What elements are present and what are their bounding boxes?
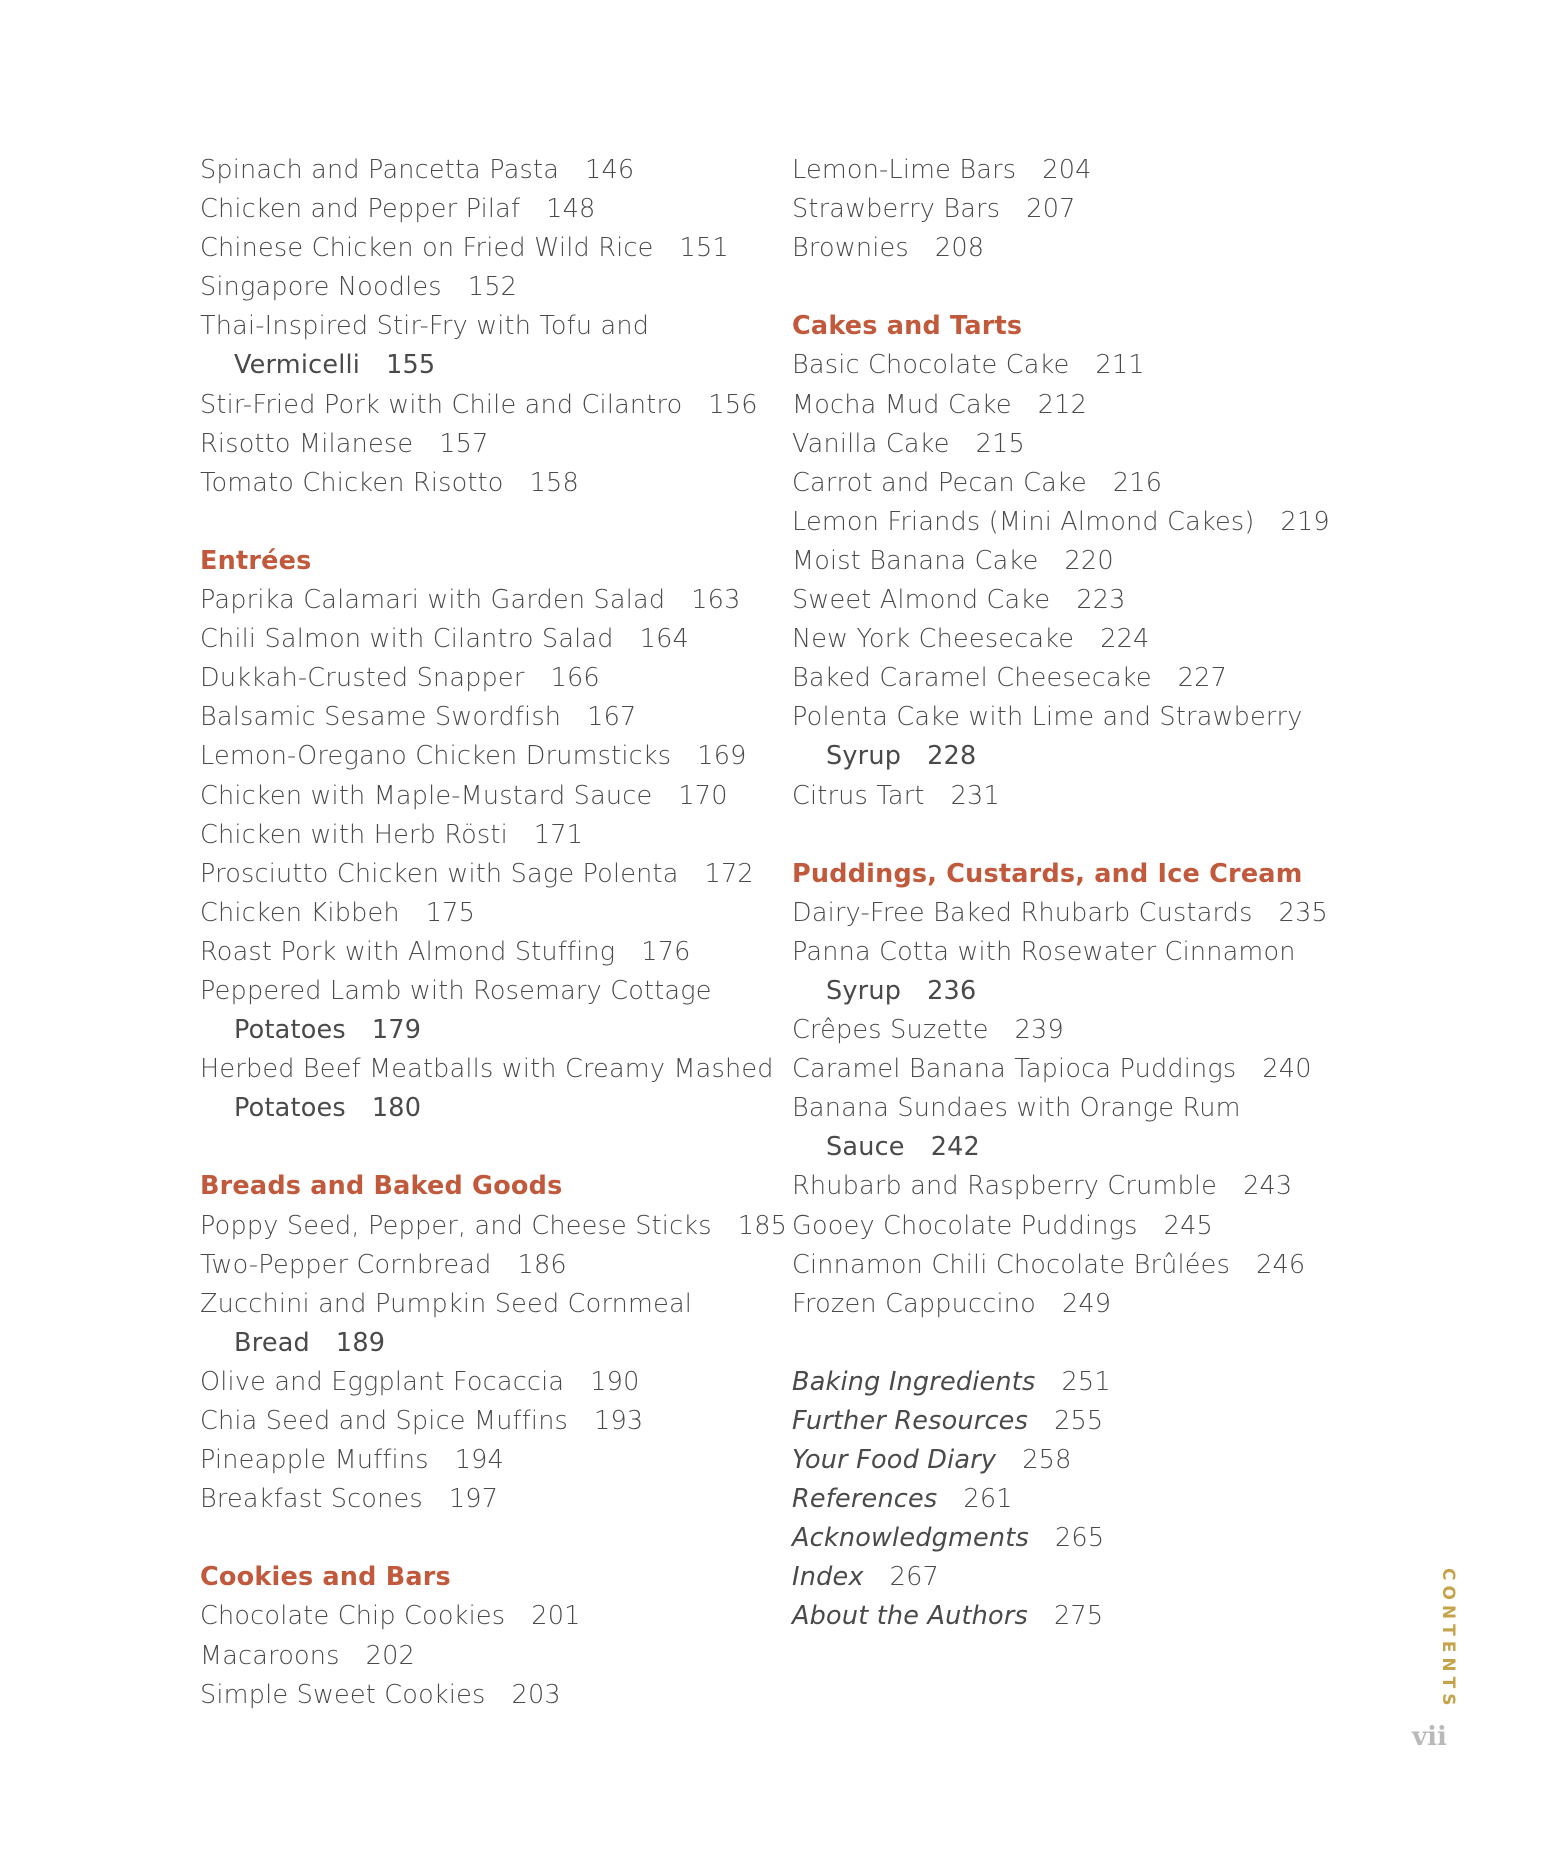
toc-entry-page: 203 (511, 1679, 561, 1710)
toc-entry-title: Frozen Cappuccino (792, 1288, 1036, 1319)
toc-entry-page: 223 (1076, 585, 1126, 616)
toc-entry[interactable] (792, 386, 1392, 425)
toc-entry-title: Paprika Calamari with Garden Salad (200, 585, 666, 616)
toc-entry-page: 167 (587, 702, 637, 733)
section-heading-cookies: Cookies and Bars (200, 1562, 451, 1593)
toc-entry-title: Dairy-Free Baked Rhubarb Custards (792, 897, 1253, 928)
toc-entry-title: Simple Sweet Cookies (200, 1679, 486, 1710)
toc-entry-title: Poppy Seed, Pepper, and Cheese Sticks (200, 1210, 712, 1241)
toc-entry-title: Citrus Tart (792, 780, 925, 811)
toc-entry-page: 164 (639, 624, 689, 655)
toc-entry[interactable] (792, 1011, 1392, 1050)
toc-entry-title: Peppered Lamb with Rosemary Cottage (200, 975, 712, 1006)
toc-entry-title-cont: Vermicelli (234, 350, 361, 381)
section-heading-cakes: Cakes and Tarts (792, 311, 1023, 342)
toc-entry-title: Chicken with Herb Rösti (200, 819, 508, 850)
section-heading-entrees: Entrées (200, 545, 312, 576)
toc-entry-title-cont: Syrup (826, 741, 902, 772)
toc-entry[interactable] (792, 425, 1392, 464)
toc-entry-page: 216 (1112, 467, 1163, 498)
toc-entry[interactable] (792, 581, 1392, 620)
toc-entry-page: 242 (930, 1132, 980, 1163)
toc-entry-title: Chocolate Chip Cookies (200, 1601, 506, 1632)
toc-entry-title: Stir-Fried Pork with Chile and Cilantro (200, 389, 683, 420)
toc-entry[interactable] (200, 1441, 760, 1480)
toc-entry-page: 166 (550, 663, 600, 694)
toc-entry[interactable] (792, 1558, 1392, 1597)
toc-entry-page: 201 (531, 1601, 581, 1632)
toc-entry[interactable] (792, 1285, 1392, 1324)
toc-entry-title-cont: Sauce (826, 1132, 905, 1163)
toc-entry[interactable] (200, 1207, 788, 1246)
toc-group-cakes (792, 346, 1392, 815)
toc-entry-page: 193 (594, 1406, 644, 1436)
toc-entry-title: Sweet Almond Cake (792, 585, 1051, 616)
toc-entry[interactable] (792, 1480, 1392, 1519)
toc-entry-title-cont: Syrup (826, 975, 902, 1006)
toc-entry-page: 171 (533, 819, 584, 850)
toc-entry-page: 220 (1064, 545, 1114, 576)
toc-entry-title: Risotto Milanese (200, 428, 414, 459)
toc-entry-page: 275 (1054, 1601, 1104, 1632)
toc-entry[interactable] (792, 1402, 1392, 1441)
toc-entry-page: 189 (335, 1327, 386, 1358)
toc-entry-title: Singapore Noodles (200, 272, 442, 303)
toc-entry-title: Chicken and Pepper Pilaf (200, 194, 521, 225)
toc-entry-page: 186 (517, 1249, 567, 1280)
toc-entry-title: Chia Seed and Spice Muffins (200, 1406, 569, 1436)
toc-entry[interactable] (792, 620, 1392, 659)
toc-entry-page: 156 (708, 389, 758, 420)
toc-entry[interactable] (200, 1050, 774, 1089)
toc-group-backmatter (792, 1363, 1392, 1637)
toc-entry-page: 175 (425, 897, 475, 928)
toc-entry-title: Carrot and Pecan Cake (792, 467, 1087, 498)
toc-entry-continuation (792, 737, 1392, 776)
toc-entry-title: References (792, 1484, 938, 1515)
toc-entry[interactable] (200, 1246, 760, 1285)
toc-entry-page: 152 (467, 272, 518, 303)
toc-entry-page: 219 (1280, 506, 1330, 537)
toc-entry-title: Panna Cotta with Rosewater Cinnamon (792, 936, 1296, 967)
toc-entry-title: Chicken Kibbeh (200, 897, 400, 928)
toc-entry[interactable] (200, 1597, 760, 1636)
toc-entry-title: Further Resources (792, 1406, 1029, 1436)
toc-entry-page: 267 (889, 1562, 939, 1593)
toc-entry-page: 215 (975, 428, 1025, 459)
toc-entry-title: Zucchini and Pumpkin Seed Cornmeal (200, 1288, 693, 1319)
toc-entry-page: 258 (1022, 1445, 1072, 1476)
toc-entry-page: 227 (1177, 663, 1228, 694)
toc-entry-page: 245 (1163, 1210, 1213, 1241)
toc-entry-title: Index (792, 1562, 864, 1593)
toc-entry[interactable] (792, 1363, 1392, 1402)
toc-entry-page: 204 (1042, 155, 1092, 185)
toc-entry[interactable] (200, 855, 760, 894)
toc-entry-title: Vanilla Cake (792, 428, 950, 459)
toc-entry-page: 169 (697, 741, 747, 772)
toc-entry-title: Macaroons (200, 1640, 340, 1671)
toc-entry-page: 157 (439, 428, 489, 459)
toc-entry[interactable] (792, 1597, 1392, 1636)
toc-entry-page: 211 (1095, 350, 1145, 381)
toc-entry-page: 224 (1100, 624, 1150, 655)
toc-entry-page: 194 (454, 1445, 504, 1476)
toc-entry[interactable] (792, 229, 1392, 268)
toc-entry-page: 197 (448, 1484, 499, 1515)
toc-entry-page: 239 (1014, 1015, 1064, 1046)
toc-entry-continuation (792, 1128, 1392, 1167)
toc-entry[interactable] (792, 659, 1392, 698)
toc-entry-title: Moist Banana Cake (792, 545, 1039, 576)
toc-entry-page: 170 (678, 780, 728, 811)
toc-entry-title: Lemon-Lime Bars (792, 155, 1017, 185)
page-number: vii (1412, 1722, 1447, 1752)
toc-entry-title: Crêpes Suzette (792, 1015, 989, 1046)
toc-entry[interactable] (200, 620, 760, 659)
toc-entry[interactable] (200, 1676, 760, 1715)
toc-entry-page: 240 (1262, 1054, 1312, 1085)
toc-entry-title: Dukkah-Crusted Snapper (200, 663, 525, 694)
toc-entry-page: 231 (950, 780, 1000, 811)
toc-entry[interactable] (792, 464, 1392, 503)
toc-entry[interactable] (200, 581, 760, 620)
toc-entry[interactable] (792, 1167, 1392, 1206)
section-heading-breads: Breads and Baked Goods (200, 1171, 563, 1202)
toc-entry[interactable] (792, 1050, 1392, 1089)
toc-entry-title: Gooey Chocolate Puddings (792, 1210, 1138, 1241)
toc-entry-title: Lemon-Oregano Chicken Drumsticks (200, 741, 672, 772)
toc-entry[interactable] (792, 894, 1392, 933)
toc-entry-title: Chicken with Maple-Mustard Sauce (200, 780, 653, 811)
toc-entry-title: Rhubarb and Raspberry Crumble (792, 1171, 1218, 1202)
toc-entry-page: 179 (371, 1015, 422, 1046)
toc-entry-page: 243 (1243, 1171, 1293, 1202)
toc-entry[interactable] (200, 307, 760, 346)
toc-entry-title: Your Food Diary (792, 1445, 997, 1476)
toc-entry[interactable] (792, 503, 1392, 542)
toc-entry-continuation (200, 1324, 760, 1363)
toc-entry-title: Polenta Cake with Lime and Strawberry (792, 702, 1303, 733)
toc-entry-title: Baked Caramel Cheesecake (792, 663, 1152, 694)
toc-entry[interactable] (200, 1480, 760, 1519)
toc-group-puddings (792, 894, 1392, 1324)
toc-entry-title: Banana Sundaes with Orange Rum (792, 1093, 1241, 1124)
toc-entry-page: 158 (529, 467, 579, 498)
toc-entry-title: Thai-Inspired Stir-Fry with Tofu and (200, 311, 650, 342)
toc-entry-title: Herbed Beef Meatballs with Creamy Mashed (200, 1054, 774, 1085)
toc-entry-title: Brownies (792, 233, 909, 264)
toc-entry-title: Mocha Mud Cake (792, 389, 1012, 420)
toc-entry-page: 202 (365, 1640, 415, 1671)
toc-entry[interactable] (200, 1285, 760, 1324)
toc-entry-page: 236 (927, 975, 977, 1006)
toc-entry[interactable] (792, 346, 1392, 385)
toc-entry[interactable] (792, 190, 1392, 229)
toc-entry-title: Chili Salmon with Cilantro Salad (200, 624, 614, 655)
toc-entry-title-cont: Potatoes (234, 1015, 346, 1046)
toc-entry-title: Chinese Chicken on Fried Wild Rice (200, 233, 654, 264)
toc-entry-title: Acknowledgments (792, 1523, 1029, 1554)
toc-entry[interactable] (200, 425, 760, 464)
toc-entry-title: Basic Chocolate Cake (792, 350, 1070, 381)
toc-group-entrees (200, 581, 774, 1128)
toc-entry[interactable] (792, 542, 1392, 581)
toc-entry-page: 228 (927, 741, 977, 772)
toc-entry-page: 146 (585, 155, 635, 185)
toc-right-column (792, 151, 1392, 1637)
toc-entry-page: 155 (386, 350, 436, 381)
toc-entry-page: 246 (1256, 1249, 1306, 1280)
toc-entry-title: Caramel Banana Tapioca Puddings (792, 1054, 1237, 1085)
toc-entry-title-cont: Potatoes (234, 1093, 346, 1124)
toc-entry[interactable] (200, 777, 760, 816)
toc-group-breads (200, 1207, 788, 1520)
toc-entry[interactable] (200, 268, 760, 307)
toc-entry[interactable] (792, 1246, 1392, 1285)
toc-entry-page: 255 (1054, 1406, 1104, 1436)
toc-entry-page: 172 (704, 858, 754, 889)
toc-entry-title: Two-Pepper Cornbread (200, 1249, 492, 1280)
toc-entry-title: Strawberry Bars (792, 194, 1001, 225)
toc-entry[interactable] (792, 1441, 1392, 1480)
section-heading-puddings: Puddings, Custards, and Ice Cream (792, 858, 1303, 889)
toc-entry-continuation (200, 1011, 760, 1050)
toc-entry[interactable] (200, 1363, 760, 1402)
toc-entry-page: 163 (691, 585, 741, 616)
toc-entry-title: About the Authors (792, 1601, 1028, 1632)
toc-entry-title: Balsamic Sesame Swordfish (200, 702, 562, 733)
toc-entry-title: Olive and Eggplant Focaccia (200, 1366, 565, 1397)
toc-entry[interactable] (200, 1402, 760, 1441)
toc-entry-page: 151 (679, 233, 729, 264)
toc-entry-continuation (200, 346, 760, 385)
toc-entry[interactable] (200, 151, 760, 190)
toc-entry-title: New York Cheesecake (792, 624, 1075, 655)
toc-entry-title: Roast Pork with Almond Stuffing (200, 936, 616, 967)
toc-entry[interactable] (792, 933, 1392, 972)
toc-entry[interactable] (200, 737, 760, 776)
toc-entry-title: Cinnamon Chili Chocolate Brûlées (792, 1249, 1231, 1280)
toc-entry-page: 176 (641, 936, 691, 967)
toc-entry[interactable] (200, 816, 760, 855)
toc-entry-page: 207 (1026, 194, 1076, 225)
toc-entry[interactable] (792, 1207, 1392, 1246)
toc-entry-page: 185 (737, 1210, 788, 1241)
toc-entry-title: Breakfast Scones (200, 1484, 423, 1515)
toc-entry-page: 235 (1278, 897, 1328, 928)
toc-entry-page: 208 (934, 233, 985, 264)
toc-entry-page: 190 (590, 1366, 640, 1397)
toc-entry-title: Pineapple Muffins (200, 1445, 429, 1476)
toc-entry-page: 261 (963, 1484, 1013, 1515)
toc-group-cookies (200, 1597, 760, 1714)
toc-entry[interactable] (200, 698, 760, 737)
toc-entry[interactable] (792, 777, 1392, 816)
toc-entry-continuation (792, 972, 1392, 1011)
toc-entry[interactable] (200, 972, 760, 1011)
toc-group-bars (792, 151, 1392, 268)
toc-entry[interactable] (200, 229, 760, 268)
toc-entry-title: Baking Ingredients (792, 1366, 1036, 1397)
toc-entry-title-cont: Bread (234, 1327, 310, 1358)
toc-entry[interactable] (200, 933, 760, 972)
toc-entry-page: 212 (1037, 389, 1088, 420)
toc-entry-title: Prosciutto Chicken with Sage Polenta (200, 858, 679, 889)
toc-entry-page: 148 (546, 194, 596, 225)
toc-entry[interactable] (792, 1089, 1392, 1128)
toc-left-column (200, 151, 788, 1715)
toc-group-pasta-rice (200, 151, 760, 503)
toc-entry-title: Tomato Chicken Risotto (200, 467, 504, 498)
toc-entry-page: 265 (1054, 1523, 1105, 1554)
toc-entry[interactable] (200, 464, 760, 503)
toc-entry-title: Lemon Friands (Mini Almond Cakes) (792, 506, 1255, 537)
toc-entry-page: 249 (1061, 1288, 1112, 1319)
toc-entry[interactable] (200, 894, 760, 933)
toc-entry[interactable] (792, 151, 1392, 190)
toc-entry-page: 251 (1061, 1366, 1111, 1397)
toc-entry[interactable] (200, 190, 760, 229)
section-side-label: CONTENTS (1438, 1568, 1458, 1711)
toc-entry-continuation (200, 1089, 760, 1128)
toc-entry[interactable] (200, 1637, 760, 1676)
toc-entry-title: Spinach and Pancetta Pasta (200, 155, 560, 185)
toc-entry[interactable] (792, 1519, 1392, 1558)
toc-entry[interactable] (200, 659, 760, 698)
toc-entry[interactable] (792, 698, 1392, 737)
toc-entry[interactable] (200, 386, 760, 425)
toc-entry-page: 180 (371, 1093, 422, 1124)
